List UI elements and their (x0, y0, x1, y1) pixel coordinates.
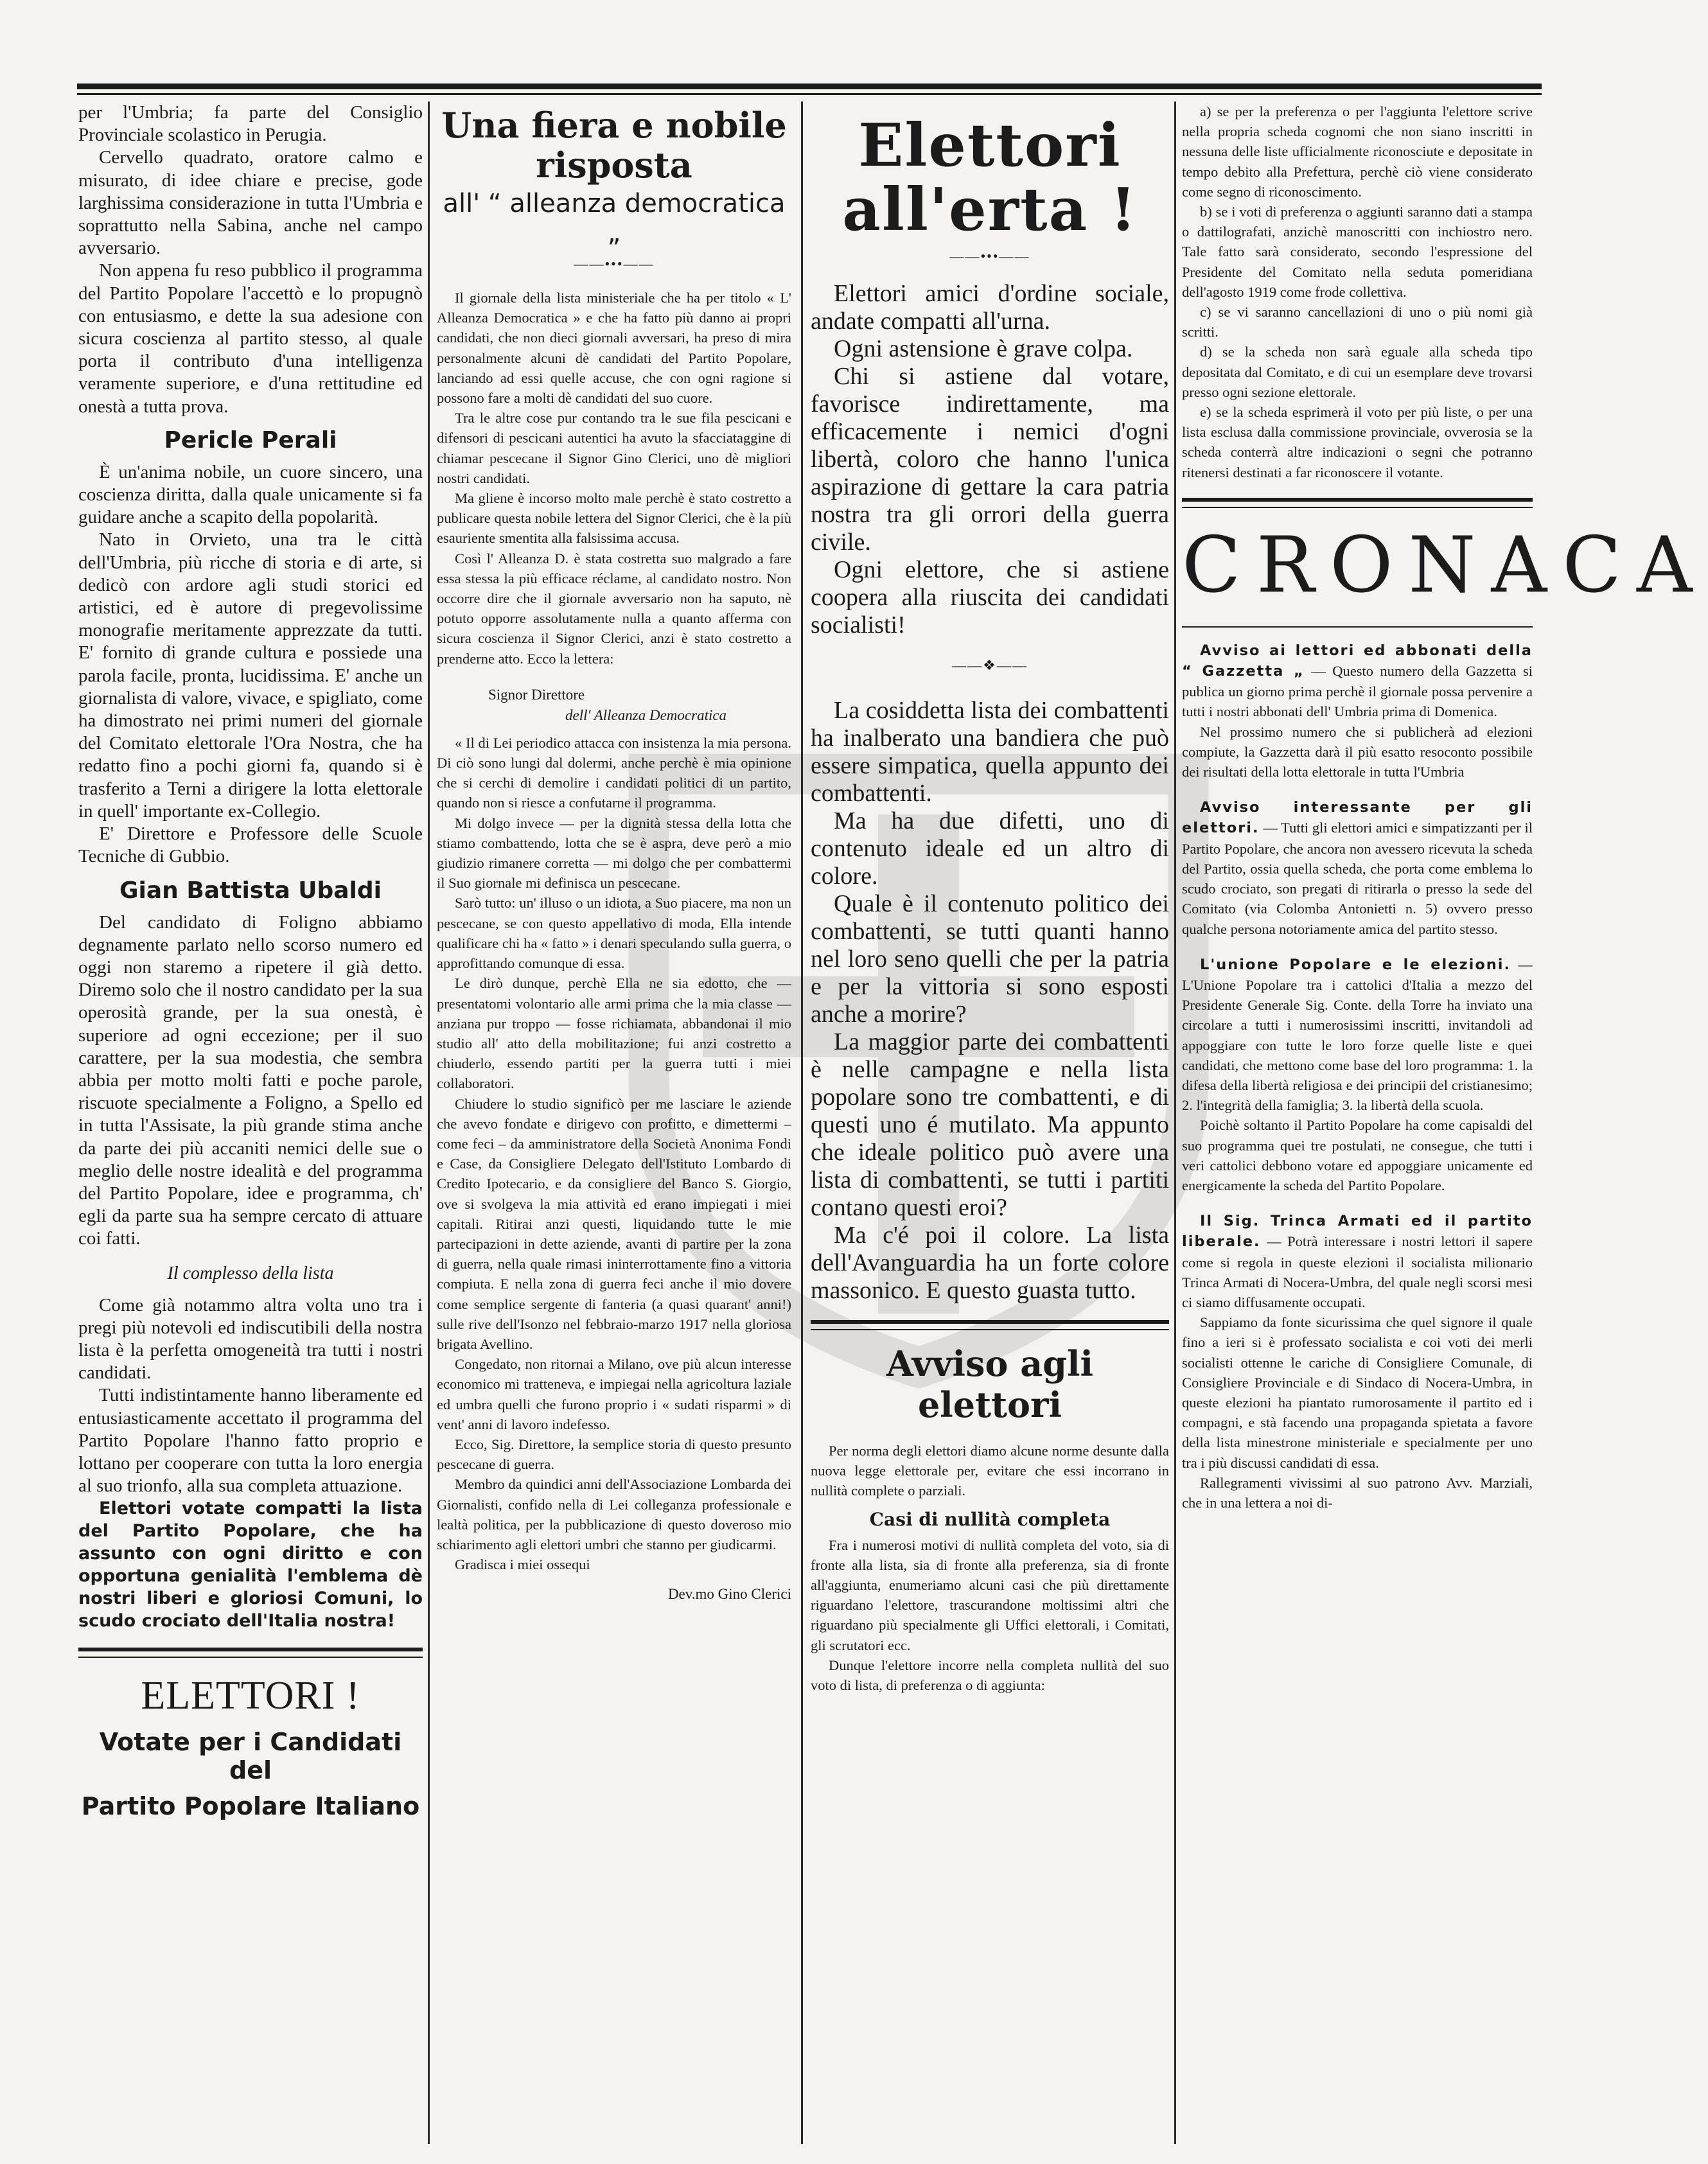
paragraph: Rallegramenti vivissimi al suo patrono Avv. Marziali, che in una lettera a noi di- (1182, 1474, 1533, 1511)
news-heading: Avviso ai lettori ed abbonati della “ Gazzetta „ (1182, 642, 1533, 680)
letter-address: Signor Direttore (488, 686, 585, 703)
divider (811, 1320, 1169, 1324)
divider (811, 1329, 1169, 1330)
news-heading: L'unione Popolare e le elezioni. (1200, 956, 1511, 973)
divider (78, 1657, 423, 1658)
news-text: — L'Unione Popolare tra i cattolici d'Italia a mezzo del Presidente Generale Sig. Conte. della Torre ha inviato una circolare a tutti i numerosissimi inscritti, invitandoli ad appoggiare con tutte le loro forze quelle liste e quei candidati, che mettono come base del loro programma: 1. la difesa della libertà religiosa e dei principii del cristianesimo; 2. l'integrità della famiglia; 3. la libertà della scuola. (1182, 956, 1533, 1114)
paragraph: Sappiamo da fonte sicurissima che quel signore il quale fino a ieri si è professato socialista e coi voti dei merli socialisti ottenne le cariche di Consigliere Comunale, di Consigliere Provinciale e di Sindaco di Nocera-Umbra, in queste elezioni ha piantato rumorosamente il partito ed i compagni, e stà facendo una propaganda spietata a favore della lista minestrone ministeriale e specialmente per uno tra i più discussi candidati di essa. (1182, 1314, 1533, 1471)
column-4 (1182, 101, 1708, 2144)
paragraph: La maggior parte dei combattenti è nelle campagne e nella lista popolare sono tre combattenti, e di questi uno é mutilato. Ma appunto che ideale politico può avere una lista di combattenti, se tutti i partiti contano questi eroi? (811, 1028, 1169, 1221)
paragraph: La cosiddetta lista dei combattenti ha inalberato una bandiera che può essere simpatica, quella appunto dei combattenti. (811, 697, 1169, 807)
advert-line: Votate per i Candidati del (99, 1728, 402, 1785)
paragraph: Congedato, non ritornai a Milano, ove più alcun interesse economico mi tratteneva, e impiegai nella agricoltura laziale ed umbra quelli che furono proprio i « sudati risparmi » di vent' anni di lavoro indefesso. (437, 1356, 791, 1432)
paragraph: E' Direttore e Professore delle Scuole Tecniche di Gubbio. (78, 823, 423, 867)
paragraph: Ogni elettore, che si astiene coopera alla riuscita dei candidati socialisti! (811, 556, 1169, 638)
section-heading: Gian Battista Ubaldi (119, 877, 382, 904)
divider (1182, 498, 1533, 502)
list-item: c) se vi saranno cancellazioni di uno o più nomi già scritti. (1182, 304, 1533, 340)
paragraph: Chi si astiene dal votare, favorisce indirettamente, ma efficacemente i nemici d'ogni libertà, coloro che hanno l'unica aspirazione di gettare la cara patria nostra tra gli orrori della guerra civile. (811, 363, 1169, 556)
column-divider (428, 101, 430, 2144)
paragraph: Mi dolgo invece — per la dignità stessa della lotta che stiamo combattendo, lotta che se è aspra, deve però a mio giudizio rimanere corretta — mi dolgo che per combattermi il Suo giornale mi definisca un pescecane. (437, 814, 791, 892)
advert-line: Partito Popolare Italiano (81, 1792, 420, 1821)
paragraph: per l'Umbria; fa parte del Consiglio Provinciale scolastico in Perugia. (78, 102, 423, 146)
paragraph: Ma ha due difetti, uno di contenuto ideale ed un altro di colore. (811, 807, 1169, 890)
closing-appeal: Elettori votate compatti la lista del Partito Popolare, che ha assunto con ogni diritto e con opportuna genialità l'emblema dè nostri liberi e gloriosi Comuni, lo scudo crociato dell'Italia nostra! (78, 1499, 423, 1632)
list-item: b) se i voti di preferenza o aggiunti saranno dati a stampa o dattilografati, anzichè manoscritti con inchiostro nero. Tale fatto sarà considerato, secondo l'espressione del Presidente del Comitato nella seduta pomeridiana dell'agosto 1919 come frode collettiva. (1182, 204, 1533, 300)
paragraph: Sarò tutto: un' illuso o un idiota, a Suo piacere, ma non un pescecane, se con questo appellativo di moda, Ella intende qualificare chi ha « fatto » i denari speculando sulla guerra, o approfittando comunque di essa. (437, 895, 791, 972)
list-item: e) se la scheda esprimerà il voto per più liste, o per una lista esclusa dalla commissione provinciale, ovverosia se la scheda conterrà altre indicazioni o segni che potranno ritenersi destinati a far riconoscere il votante. (1182, 404, 1533, 480)
section-heading: Casi di nullità completa (869, 1508, 1111, 1530)
section-heading: Il complesso della lista (167, 1263, 334, 1283)
paragraph: Quale è il contenuto politico dei combattenti, se tutti quanti hanno nel loro seno quelli che per la patria e per la vittoria si sono esposti anche a morire? (811, 890, 1169, 1028)
signature: Dev.mo Gino Clerici (667, 1586, 791, 1603)
paragraph: Tra le altre cose pur contando tra le sue fila pescicani e difensori di pescicani autentici ha avuto la sfacciataggine di chiamar pescecane il Signor Gino Clerici, uno dè migliori nostri candidati. (437, 410, 791, 486)
paragraph: Membro da quindici anni dell'Associazione Lombarda dei Giornalisti, confido nella di Lei colleganza professionale e lealtà politica, per la pubblicazione di questo doveroso mio schiarimento agli elettori umbri che stanno per giudicarmi. (437, 1476, 791, 1553)
paragraph: Ma c'é poi il colore. La lista dell'Avanguardia ha un forte colore massonico. E questo guasta tutto. (811, 1222, 1169, 1304)
column-2 (437, 101, 791, 2144)
advert-title: ELETTORI ! (141, 1674, 360, 1718)
section-heading: Pericle Perali (164, 427, 337, 453)
news-text: — Potrà interessare i nostri lettori il sapere come si regola in queste elezioni il socialista milionario Trinca Armati di Nocera-Umbra, del quale negli scorsi mesi ci siamo diffusamente occupati. (1182, 1233, 1533, 1310)
paragraph: « Il di Lei periodico attacca con insistenza la mia persona. Di ciò sono lungi dal dolermi, anche perchè è mia opinione che si cerchi di demolire i candidati politici di un partito, quando non si riesce a confutarne il programma. (437, 734, 791, 811)
column-3 (811, 101, 1169, 2144)
paragraph: Chiudere lo studio significò per me lasciare le aziende che avevo fondate e dirigevo con profitto, e dimettermi – come feci – da amministratore della Società Anonima Fondi e Case, da Consigliere Delegato dell'Istituto Lombardo di Credito Ipotecario, e da consigliere del Banco S. Giorgio, ove si svolgeva la mia attività ed erano impiegati i miei capitali. Ritirai anzi questi, liquidando tutte le mie partecipazioni in dette aziende, avanti di partire per la zona di guerra, nella quale rimasi ininterrottamente fino a vittoria compiuta. E nella zona di guerra feci anche il mio dovere come semplice sergente di fanteria (a quasi quarant' anni!) sulle rive dell'Isonzo nel febbraio-marzo 1917 nella gloriosa brigata Avellino. (437, 1095, 791, 1352)
paragraph: Dunque l'elettore incorre nella completa nullità del suo voto di lista, di preferenza o di aggiunta: (811, 1657, 1169, 1694)
paragraph: Elettori amici d'ordine sociale, andate compatti all'urna. (811, 280, 1169, 335)
news-heading: Il Sig. Trinca Armati ed il partito liberale. (1182, 1213, 1533, 1251)
paragraph: Poichè soltanto il Partito Popolare ha come capisaldi del suo programma quei tre postulati, ne consegue, che tutti i veri cattolici debbono votare ed appoggiare unicamente ed energicamente la scheda del Partito Popolare. (1182, 1117, 1533, 1193)
article-title: Una fiera e nobile risposta (441, 105, 787, 186)
paragraph: Ma gliene è incorso molto male perchè è stato costretto a publicare questa nobile lettera del Signor Clerici, che è la più esauriente smentita alla falsissima accusa. (437, 490, 791, 547)
paragraph: Così l' Alleanza D. è stata costretta suo malgrado a fare essa stessa la più efficace réclame, al candidato nostro. Non occorre dire che il giornale avversario non ha saputo, nè potuto opporre assolutamente nulla a quanto afferma con sicura coscienza il Signor Clerici, anzi è stato costretto a prenderne atto. Ecco la lettera: (437, 550, 791, 667)
ornament: ——❖—— (952, 657, 1028, 673)
paragraph: Nel prossimo numero che si publicherà ad elezioni compiute, la Gazzetta darà il più esatto resoconto possibile dei risultati della lotta elettorale in tutta l'Umbria (1182, 723, 1533, 780)
news-heading: Avviso interessante per gli elettori. (1182, 799, 1533, 837)
news-text: — Questo numero della Gazzetta si publica un giorno prima perchè il giornale possa pervenire a tutti i nostri abbonati dell' Umbria prima di Domenica. (1182, 663, 1533, 720)
divider (78, 1648, 423, 1651)
paragraph: Le dirò dunque, perchè Ella ne sia edotto, che — presentatomi volontario alle armi prima che la mia classe — anziana pur troppo — fosse richiamata, abbandonai il mio studio all' atto della mobilitazione; fui anzi costretto a chiuderlo, essendo partiti per la guerra tutti i miei collaboratori. (437, 975, 791, 1092)
top-rule-thin (77, 93, 1542, 95)
ornament: ——•••—— (574, 256, 655, 272)
list-item: a) se per la preferenza o per l'aggiunta l'elettore scrive nella propria scheda cognomi che non siano inscritti in nessuna delle liste ufficialmente riconosciute e depositate in tempo debito alla Prefettura, perchè ciò viene considerato come segno di riconoscimento. (1182, 103, 1533, 200)
paragraph: Come già notammo altra volta uno tra i pregi più notevoli ed indiscutibili della nostra lista è la perfetta omogeneità tra tutti i nostri candidati. (78, 1294, 423, 1384)
letter-address: dell' Alleanza Democratica (565, 707, 727, 723)
paragraph: Ogni astensione è grave colpa. (834, 335, 1133, 362)
column-1 (78, 101, 423, 2144)
top-rule (77, 84, 1542, 89)
paragraph: Gradisca i miei ossequi (455, 1556, 590, 1573)
article-title: Elettori all'erta ! (842, 110, 1138, 244)
paragraph: È un'anima nobile, un cuore sincero, una coscienza diritta, dalla quale unicamente si fa guidare anche a scapito della popolarità. (78, 461, 423, 528)
ornament: ——•••—— (949, 248, 1030, 264)
paragraph: Cervello quadrato, oratore calmo e misurato, di idee chiare e precise, gode larghissima considerazione in tutta l'Umbria e soprattutto nella Sabina, anche nel campo avversario. (78, 147, 423, 259)
article-title: Avviso agli elettori (886, 1343, 1093, 1425)
paragraph: Tutti indistintamente hanno liberamente ed entusiasticamente accettato il programma del Partito Popolare l'hanno fatto proprio e lottano per cooperare con tutta la loro energia al suo trionfo, alla sua completa attuazione. (78, 1385, 423, 1497)
paragraph: Il giornale della lista ministeriale che ha per titolo « L' Alleanza Democratica » e che ha fatto più danno ai propri candidati, che non dieci giornali avversari, ha preso di mira personalmente alcuni dè candidati del Partito Popolare, lanciando ad essi quelle accuse, che con ogni ragione si possono fare a molti dè candidati del suo cuore. (437, 290, 791, 407)
list-item: d) se la scheda non sarà eguale alla scheda tipo depositata dal Comitato, e di cui un esemplare deve trovarsi presso ogni sezione elettorale. (1182, 344, 1533, 400)
news-text: — Tutti gli elettori amici e simpatizzanti per il Partito Popolare, che ancora non avessero ricevuta la scheda del Partito, ossia quella scheda, che porta come emblema lo scudo crociato, son pregati di ritirarla o presso la sede del Comitato (via Colomba Antonietti n. 5) ovvero presso qualche persona notoriamente amica del partito stesso. (1182, 820, 1533, 937)
divider (1182, 507, 1533, 508)
paragraph: Fra i numerosi motivi di nullità completa del voto, sia di fronte alla lista, sia di fronte alla preferenza, sia di fronte all'aggiunta, enumeriamo alcuni casi che più direttamente riguardano l'elettore, trascurandone moltissimi altri che riguardano più specialmente gli Uffici elettorali, i Comitati, gli scrutatori ecc. (811, 1536, 1169, 1653)
news-item (1182, 797, 1533, 938)
section-title: CRONACA (1182, 520, 1708, 610)
news-item (1182, 640, 1533, 722)
divider (1182, 626, 1533, 628)
article-subtitle: all' “ alleanza democratica „ (443, 189, 786, 248)
paragraph: Ecco, Sig. Direttore, la semplice storia di questo presunto pescecane di guerra. (437, 1436, 791, 1473)
news-item (1182, 954, 1533, 1116)
paragraph: Per norma degli elettori diamo alcune norme desunte dalla nuova legge elettorale per, evitare che essi incorrano in nullità complete o parziali. (811, 1443, 1169, 1499)
paragraph: Non appena fu reso pubblico il programma del Partito Popolare l'accettò e lo propugnò con entusiasmo, e dette la sua adesione con sicura coscienza al partito stesso, al quale porta il contributo d'una intelligenza veramente superiore, e d'una rettitudine ed onestà a tutta prova. (78, 260, 423, 417)
paragraph: Nato in Orvieto, una tra le città dell'Umbria, più ricche di storia e di arte, si dedicò con ardore agli studi storici ed artistici, ed è autore di pregevolissime monografie meritamente apprezzate da tutti. E' fornito di grande cultura e possiede una parola facile, pronta, lucidissima. E' anche un giornalista di valore, vivace, e spigliato, come ha dimostrato nei primi numeri del giornale del Comitato elettorale l'Ora Nostra, che ha redatto fino a pochi giorni fa, quando si è trasferito a Terni a dirigere la lotta elettorale in quell' importante ex-Collegio. (78, 529, 423, 822)
news-item (1182, 1211, 1533, 1312)
paragraph: Del candidato di Foligno abbiamo degnamente parlato nello scorso numero ed oggi non staremo a ripetere il già detto. Diremo solo che il nostro candidato per la sua operosità grande, per la sua onestà, è superiore ad ogni eccezione; per il suo carattere, per la sua modestia, che sembra abbia per motto molti fatti e poche parole, riscuote specialmente a Foligno, a Spello ed in tutta l'Assisate, la più grande stima anche da parte dei più accaniti nemici delle sue o meglio delle nostre idealità e del programma del Partito Popolare, idee e programma, ch' egli da parte sua ha sempre cercato di attuare coi fatti. (78, 911, 423, 1249)
